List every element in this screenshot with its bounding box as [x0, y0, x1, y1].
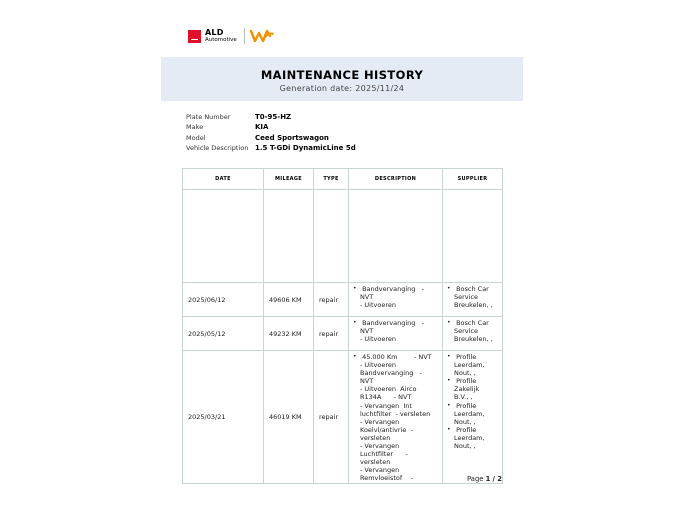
col-header-supplier: SUPPLIER — [443, 169, 503, 190]
info-value: T0-95-HZ — [255, 113, 292, 122]
cell-description — [349, 283, 443, 317]
ald-subtitle: Automotive — [205, 36, 237, 43]
table-row — [183, 351, 503, 484]
brand-logos — [188, 27, 274, 45]
page-separator: / — [492, 475, 496, 483]
page-title: MAINTENANCE HISTORY — [260, 68, 424, 82]
info-row-description — [186, 143, 356, 153]
table-row — [183, 283, 503, 317]
cell-mileage: 46019 KM — [264, 351, 314, 484]
page-total: 2 — [497, 475, 502, 483]
table-row-empty — [183, 190, 503, 283]
table-header-row — [183, 169, 503, 190]
supplier-item: • Profile Leerdam, Nout, , — [443, 353, 502, 377]
supplier-item: • Profile Zakelijk B.V., , — [443, 377, 502, 401]
cell-mileage: 49232 KM — [264, 317, 314, 351]
page-current: 1 — [485, 475, 491, 483]
page-indicator — [467, 475, 502, 483]
description-item: • 45.000 Km - NVT - Uitvoeren Bandvervanging - NVT - Uitvoeren Airco R134A - NVT - Vervangen Int luchtfilter - versleten - Vervangen Koelvl/antivrie - versleten - Vervangen Luchtfilter - versleten - Vervangen Remvloeistof - — [349, 353, 442, 483]
cell-supplier — [443, 317, 503, 351]
cell-description — [349, 351, 443, 484]
cell-type: repair — [314, 351, 349, 484]
cell-type: repair — [314, 317, 349, 351]
info-label: Plate Number — [186, 113, 231, 122]
generation-date: Generation date: 2025/11/24 — [279, 84, 405, 93]
cell-date: 2025/03/21 — [183, 351, 264, 484]
supplier-item: • Profile Leerdam, Nout, , — [443, 402, 502, 426]
col-header-mileage: MILEAGE — [264, 169, 314, 190]
vehicle-info — [186, 112, 356, 153]
page-label: Page — [467, 475, 484, 483]
info-value: KIA — [255, 123, 269, 132]
maintenance-table — [182, 168, 503, 484]
supplier-item: • Profile Leerdam, Nout, , — [443, 426, 502, 450]
cell-type: repair — [314, 283, 349, 317]
header-band — [161, 57, 523, 101]
col-header-description: DESCRIPTION — [349, 169, 443, 190]
leaseplan-logo-icon — [250, 28, 274, 44]
cell-supplier — [443, 351, 503, 484]
info-row-plate — [186, 112, 356, 122]
info-label: Make — [186, 123, 204, 132]
info-row-make — [186, 122, 356, 132]
cell-supplier — [443, 283, 503, 317]
ald-logo-text — [205, 29, 237, 44]
info-value: Ceed Sportswagon — [255, 133, 329, 142]
cell-description — [349, 317, 443, 351]
ald-name: ALD — [205, 27, 224, 37]
info-label: Vehicle Description — [186, 144, 249, 153]
table-row — [183, 317, 503, 351]
info-label: Model — [186, 133, 206, 142]
col-header-date: DATE — [183, 169, 264, 190]
col-header-type: TYPE — [314, 169, 349, 190]
info-value: 1.5 T-GDi DynamicLine 5d — [255, 144, 356, 153]
info-row-model — [186, 133, 356, 143]
supplier-item: • Bosch Car Service Breukelen, , — [443, 285, 502, 309]
description-item: • Bandvervanging - NVT - Uitvoeren — [349, 319, 442, 343]
supplier-item: • Bosch Car Service Breukelen, , — [443, 319, 502, 343]
description-item: • Bandvervanging - NVT - Uitvoeren — [349, 285, 442, 309]
cell-date: 2025/05/12 — [183, 317, 264, 351]
cell-mileage: 49606 KM — [264, 283, 314, 317]
cell-date: 2025/06/12 — [183, 283, 264, 317]
logo-divider — [244, 28, 245, 44]
ald-logo-icon — [188, 30, 201, 43]
